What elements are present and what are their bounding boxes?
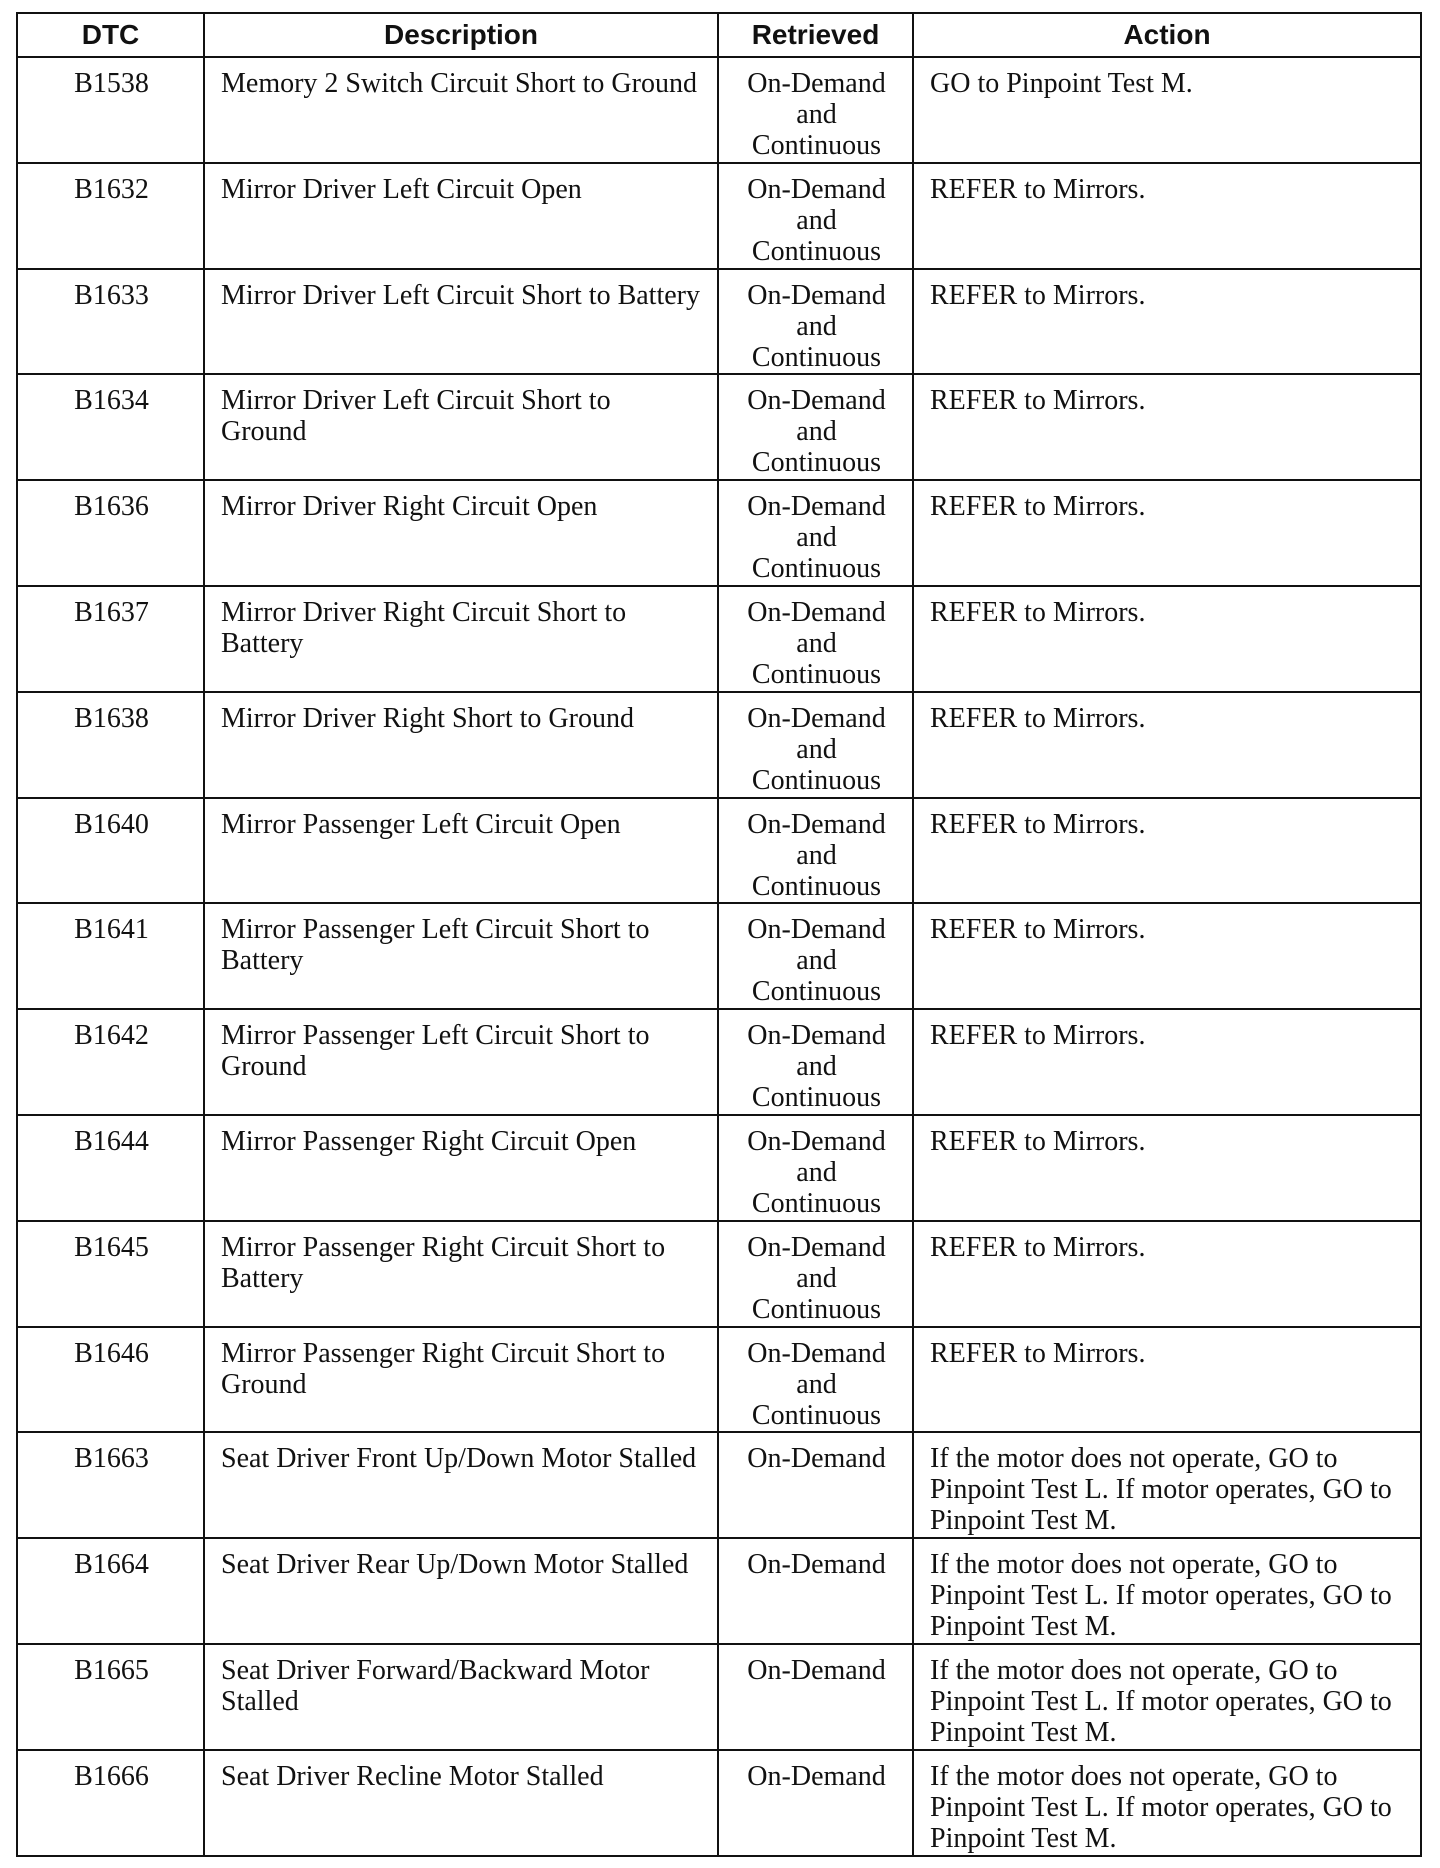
action-cell: REFER to Mirrors. [913, 163, 1421, 269]
retrieved-line: Continuous [751, 1187, 882, 1219]
retrieved-line: Continuous [751, 1293, 882, 1325]
retrieved-line: Continuous [751, 976, 882, 1008]
description-cell: Seat Driver Front Up/Down Motor Stalled [204, 1432, 718, 1538]
table-row [17, 1115, 1421, 1221]
action-cell: REFER to Mirrors. [913, 269, 1421, 375]
retrieved-line: On-Demand [747, 279, 886, 311]
action-cell: REFER to Mirrors. [913, 798, 1421, 904]
retrieved-line: Continuous [751, 235, 882, 267]
action-cell: REFER to Mirrors. [913, 374, 1421, 480]
action-cell: REFER to Mirrors. [913, 1115, 1421, 1221]
table-row [17, 586, 1421, 692]
retrieved-line: On-Demand [747, 1654, 886, 1686]
table-row [17, 1009, 1421, 1115]
retrieved-line: and [796, 945, 837, 977]
description-cell: Mirror Driver Left Circuit Short to Ground [204, 374, 718, 480]
dtc-code-cell: B1665 [17, 1644, 204, 1750]
table-row [17, 57, 1421, 163]
retrieved-line: On-Demand [747, 702, 886, 734]
retrieved-cell [718, 269, 913, 375]
action-cell: REFER to Mirrors. [913, 1009, 1421, 1115]
retrieved-line: On-Demand [747, 491, 886, 523]
table-row [17, 480, 1421, 586]
description-cell: Seat Driver Rear Up/Down Motor Stalled [204, 1538, 718, 1644]
description-cell: Seat Driver Forward/Backward Motor Stalled [204, 1644, 718, 1750]
retrieved-line: and [796, 522, 837, 554]
retrieved-line: and [796, 627, 837, 659]
dtc-code-cell: B1663 [17, 1432, 204, 1538]
action-cell: REFER to Mirrors. [913, 1327, 1421, 1433]
table-row [17, 798, 1421, 904]
retrieved-line: On-Demand [747, 1443, 886, 1475]
retrieved-line: and [796, 204, 837, 236]
retrieved-line: Continuous [751, 870, 882, 902]
retrieved-line: On-Demand [747, 1760, 886, 1792]
description-cell: Mirror Passenger Right Circuit Short to Ground [204, 1327, 718, 1433]
action-cell: REFER to Mirrors. [913, 586, 1421, 692]
header-dtc: DTC [17, 13, 204, 57]
dtc-code-cell: B1634 [17, 374, 204, 480]
retrieved-line: Continuous [751, 447, 882, 479]
retrieved-cell [718, 798, 913, 904]
table-body [17, 57, 1421, 1856]
retrieved-cell [718, 1115, 913, 1221]
retrieved-line: On-Demand [747, 1549, 886, 1581]
dtc-table [16, 12, 1422, 1857]
description-cell: Seat Driver Recline Motor Stalled [204, 1750, 718, 1856]
description-cell: Mirror Driver Right Circuit Short to Battery [204, 586, 718, 692]
dtc-code-cell: B1637 [17, 586, 204, 692]
table-row [17, 903, 1421, 1009]
dtc-code-cell: B1645 [17, 1221, 204, 1327]
action-cell: If the motor does not operate, GO to Pinpoint Test L. If motor operates, GO to Pinpoint Test M. [913, 1432, 1421, 1538]
retrieved-line: and [796, 1051, 837, 1083]
dtc-code-cell: B1636 [17, 480, 204, 586]
table-row [17, 1432, 1421, 1538]
retrieved-line: Continuous [751, 130, 882, 161]
table-row [17, 692, 1421, 798]
retrieved-cell [718, 1538, 913, 1644]
description-cell: Memory 2 Switch Circuit Short to Ground [204, 57, 718, 163]
retrieved-cell [718, 480, 913, 586]
retrieved-line: On-Demand [747, 1337, 886, 1369]
header-action: Action [913, 13, 1421, 57]
table-row [17, 1538, 1421, 1644]
action-cell: REFER to Mirrors. [913, 692, 1421, 798]
table-row [17, 1327, 1421, 1433]
header-description: Description [204, 13, 718, 57]
retrieved-line: Continuous [751, 1399, 882, 1431]
header-row [17, 13, 1421, 57]
action-cell: If the motor does not operate, GO to Pinpoint Test L. If motor operates, GO to Pinpoint Test M. [913, 1644, 1421, 1750]
retrieved-line: On-Demand [747, 1020, 886, 1052]
retrieved-line: On-Demand [747, 808, 886, 840]
retrieved-line: and [796, 1262, 837, 1294]
retrieved-line: On-Demand [747, 596, 886, 628]
dtc-code-cell: B1538 [17, 57, 204, 163]
retrieved-line: and [796, 733, 837, 765]
retrieved-cell [718, 1750, 913, 1856]
retrieved-line: On-Demand [747, 173, 886, 205]
retrieved-cell [718, 163, 913, 269]
retrieved-line: Continuous [751, 658, 882, 690]
description-cell: Mirror Passenger Left Circuit Open [204, 798, 718, 904]
retrieved-cell [718, 1009, 913, 1115]
retrieved-line: and [796, 1156, 837, 1188]
retrieved-line: On-Demand [747, 385, 886, 417]
retrieved-cell [718, 1327, 913, 1433]
dtc-code-cell: B1644 [17, 1115, 204, 1221]
table-row [17, 374, 1421, 480]
dtc-code-cell: B1666 [17, 1750, 204, 1856]
retrieved-cell [718, 1432, 913, 1538]
retrieved-line: On-Demand [747, 914, 886, 946]
dtc-code-cell: B1646 [17, 1327, 204, 1433]
dtc-code-cell: B1638 [17, 692, 204, 798]
description-cell: Mirror Driver Right Short to Ground [204, 692, 718, 798]
retrieved-cell [718, 57, 913, 163]
dtc-code-cell: B1633 [17, 269, 204, 375]
action-cell: If the motor does not operate, GO to Pinpoint Test L. If motor operates, GO to Pinpoint Test M. [913, 1538, 1421, 1644]
action-cell: GO to Pinpoint Test M. [913, 57, 1421, 163]
retrieved-line: On-Demand [747, 1125, 886, 1157]
retrieved-line: On-Demand [747, 68, 886, 99]
action-cell: If the motor does not operate, GO to Pinpoint Test L. If motor operates, GO to Pinpoint Test M. [913, 1750, 1421, 1856]
header-retrieved: Retrieved [718, 13, 913, 57]
action-cell: REFER to Mirrors. [913, 903, 1421, 1009]
dtc-code-cell: B1632 [17, 163, 204, 269]
retrieved-cell [718, 1221, 913, 1327]
retrieved-line: Continuous [751, 764, 882, 796]
table-row [17, 1644, 1421, 1750]
retrieved-line: and [796, 416, 837, 448]
dtc-code-cell: B1664 [17, 1538, 204, 1644]
retrieved-line: On-Demand [747, 1231, 886, 1263]
retrieved-cell [718, 586, 913, 692]
table-row [17, 163, 1421, 269]
dtc-code-cell: B1640 [17, 798, 204, 904]
description-cell: Mirror Passenger Right Circuit Open [204, 1115, 718, 1221]
description-cell: Mirror Driver Left Circuit Open [204, 163, 718, 269]
retrieved-cell [718, 692, 913, 798]
retrieved-line: Continuous [751, 553, 882, 585]
action-cell: REFER to Mirrors. [913, 1221, 1421, 1327]
retrieved-cell [718, 374, 913, 480]
retrieved-line: Continuous [751, 341, 882, 373]
dtc-code-cell: B1641 [17, 903, 204, 1009]
description-cell: Mirror Passenger Right Circuit Short to Battery [204, 1221, 718, 1327]
retrieved-line: Continuous [751, 1082, 882, 1114]
table-row [17, 1221, 1421, 1327]
retrieved-line: and [796, 310, 837, 342]
dtc-code-cell: B1642 [17, 1009, 204, 1115]
description-cell: Mirror Driver Left Circuit Short to Battery [204, 269, 718, 375]
retrieved-cell [718, 903, 913, 1009]
retrieved-cell [718, 1644, 913, 1750]
retrieved-line: and [796, 839, 837, 871]
description-cell: Mirror Driver Right Circuit Open [204, 480, 718, 586]
table-row [17, 1750, 1421, 1856]
retrieved-line: and [796, 1368, 837, 1400]
table-row [17, 269, 1421, 375]
description-cell: Mirror Passenger Left Circuit Short to Ground [204, 1009, 718, 1115]
retrieved-line: and [796, 99, 837, 130]
description-cell: Mirror Passenger Left Circuit Short to Battery [204, 903, 718, 1009]
action-cell: REFER to Mirrors. [913, 480, 1421, 586]
